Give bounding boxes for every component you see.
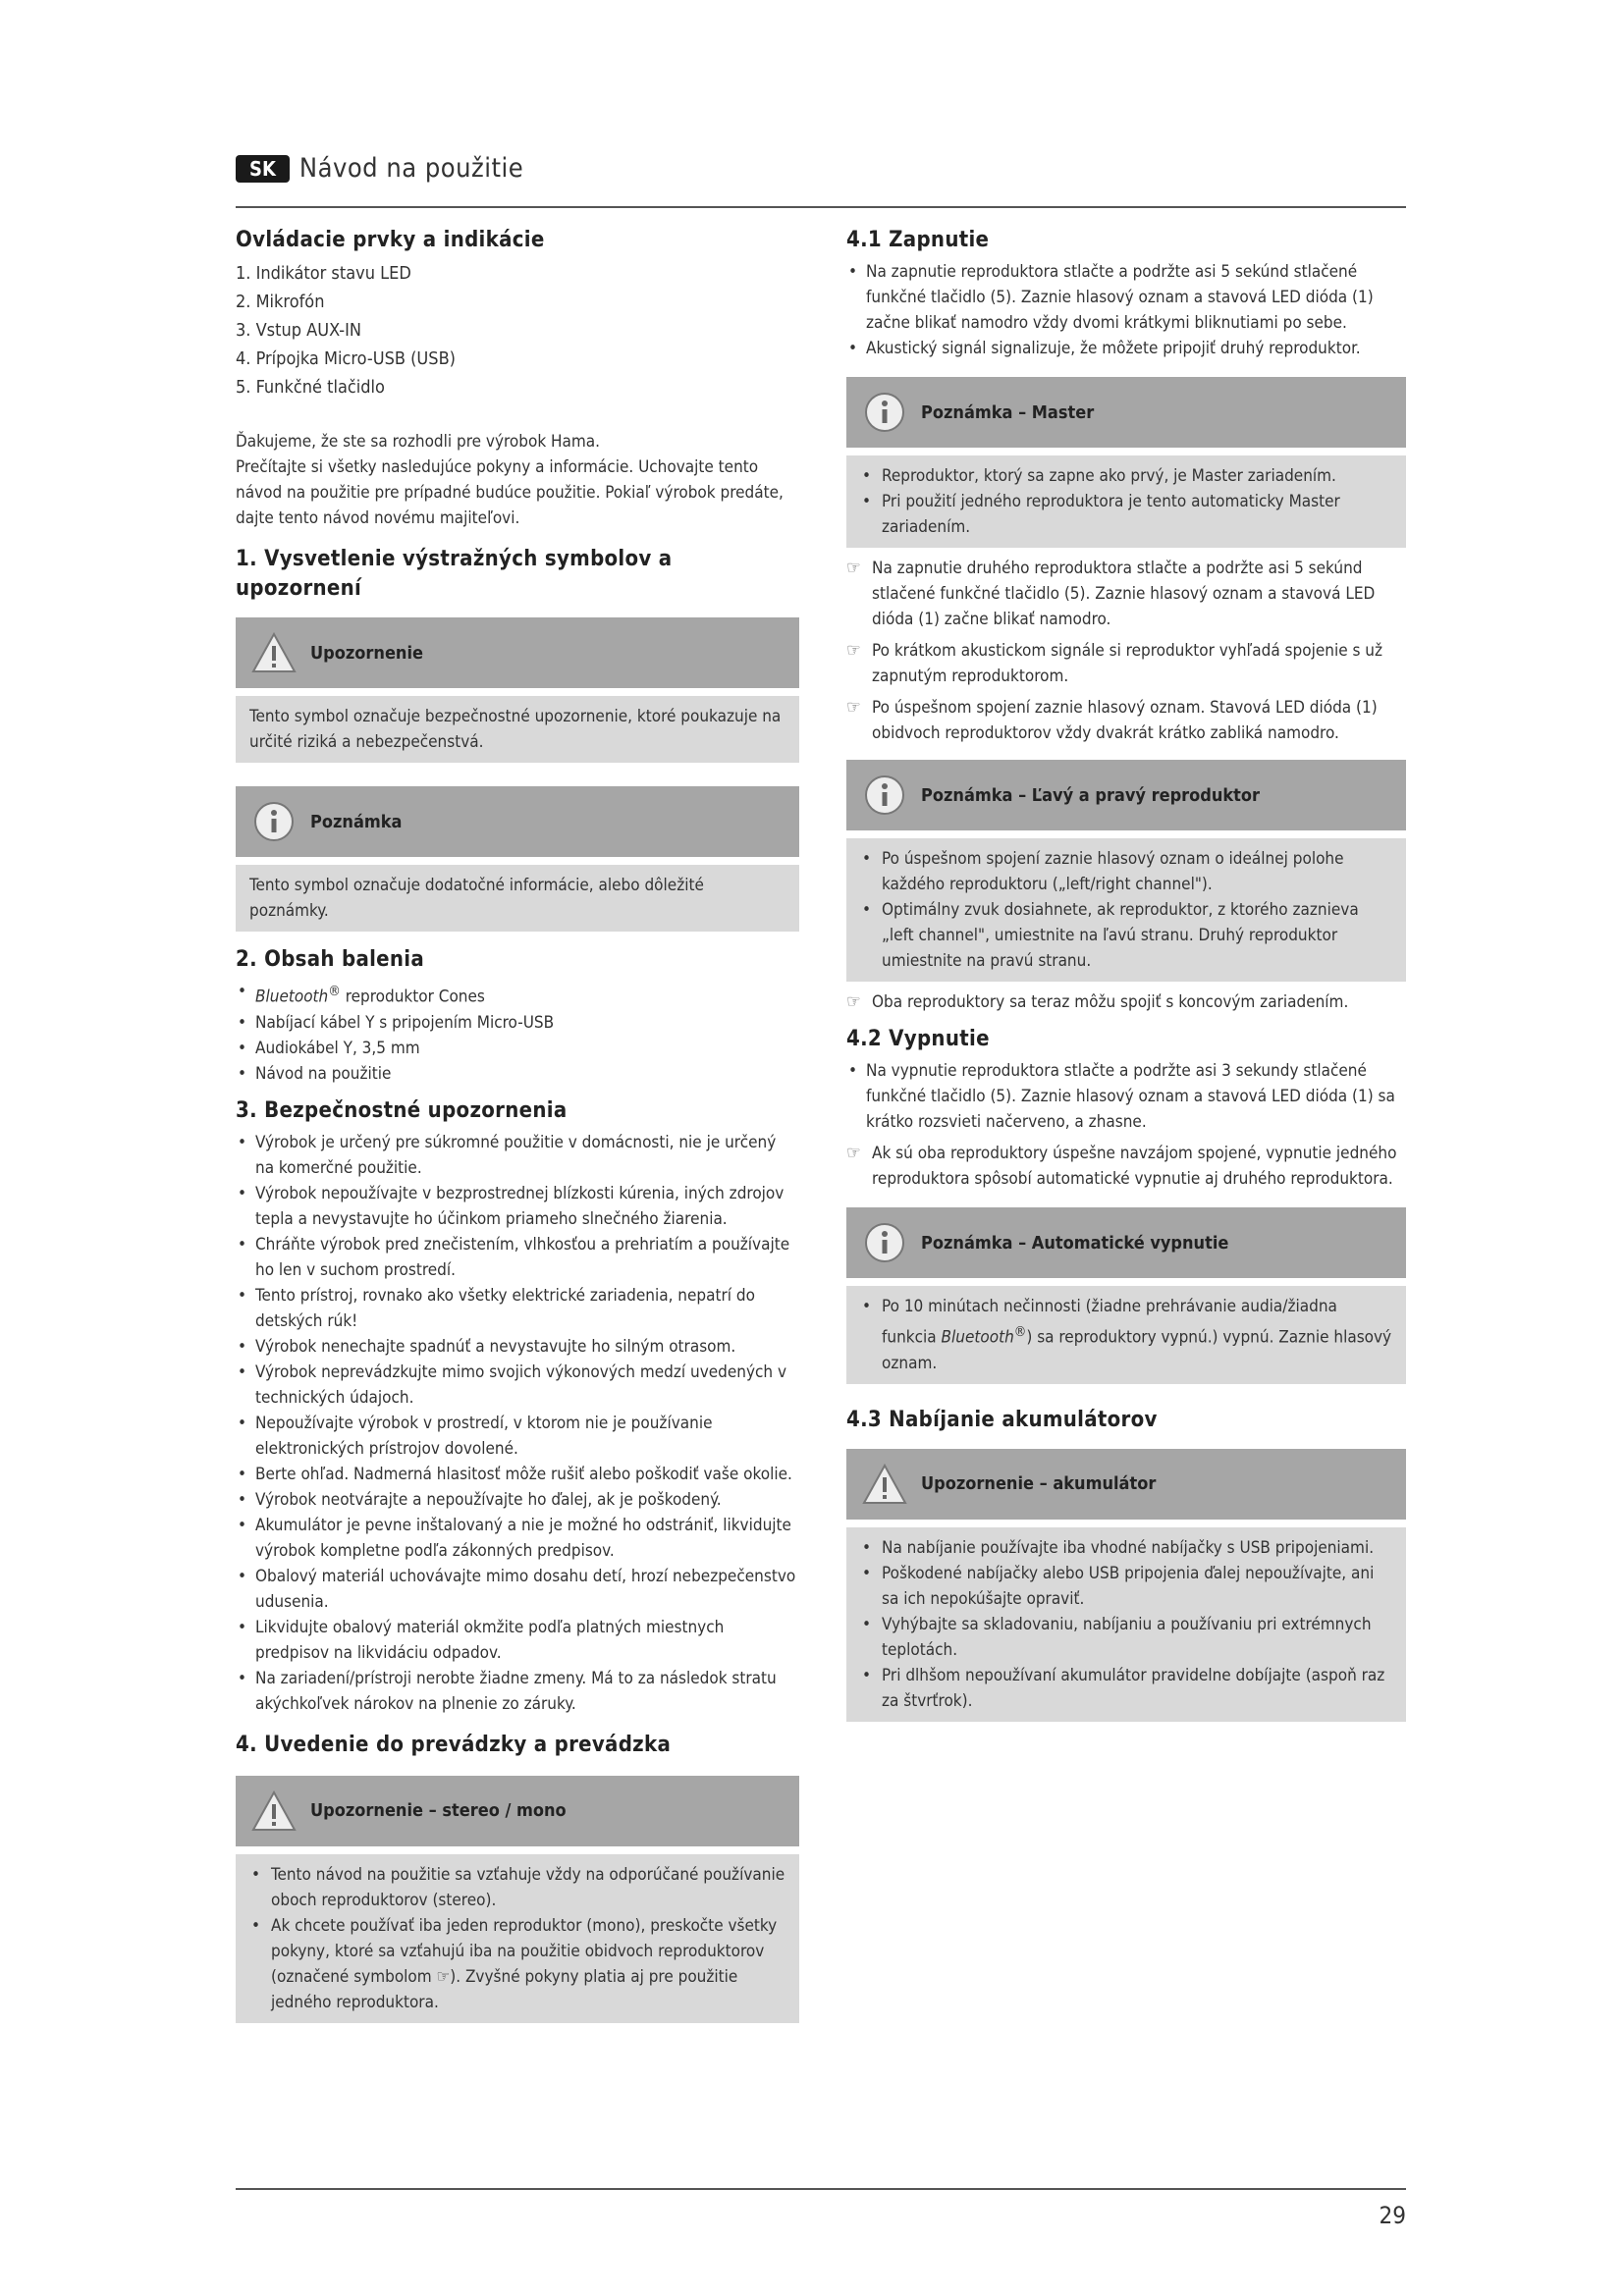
left-right-notice-header [846,760,1406,830]
master-item: • Pri použití jedného reproduktora je tento automaticky Master zariadením. [860,489,1392,540]
package-item: • Bluetooth® reproduktor Cones [236,979,799,1010]
master-notice-header [846,377,1406,448]
left-right-notice-body [846,838,1406,982]
stereo-notice-header [236,1776,799,1846]
intro-read: Prečítajte si všetky nasledujúce pokyny a informácie. Uchovajte tento návod na použitie pre prípadné budúce použitie. Pokiaľ výrobok predáte, dajte tento návod novému majiteľovi. [236,457,784,528]
safety-item: • Výrobok neprevádzkujte mimo svojich výkonových medzí uvedených v technických údajoch. [236,1360,799,1411]
hand-step: ☞ Po krátkom akustickom signále si reproduktor vyhľadá spojenie s už zapnutým reproduktorom. [846,640,1383,686]
section-3-heading: 3. Bezpečnostné upozornenia [236,1097,568,1123]
controls-item: 1. Indikátor stavu LED [236,263,411,284]
language-badge: SK [236,155,290,183]
page-header [236,153,523,184]
note-notice-header [236,786,799,857]
power-off-item: • Na vypnutie reproduktora stlačte a podržte asi 3 sekundy stlačené funkčné tlačidlo (5). Zaznie hlasový oznam a stavová LED dióda (1) sa krátko rozsvieti načerveno, a zhasne. [846,1058,1406,1135]
power-on-list [846,259,1406,361]
warning-notice-text: Tento symbol označuje bezpečnostné upozornenie, ktoré poukazuje na určité riziká a nebezpečenstvá. [236,696,799,763]
info-icon [251,799,297,844]
battery-notice-body [846,1527,1406,1722]
auto-off-item: • Po 10 minútach nečinnosti (žiadne prehrávanie audia/žiadna funkcia Bluetooth®) sa reproduktory vypnú.) vypnú. Zaznie hlasový oznam. [860,1294,1392,1376]
info-icon [862,1220,907,1265]
warning-notice [236,617,799,763]
package-item: • Nabíjací kábel Y s pripojením Micro-USB [236,1010,799,1036]
stereo-notice-label: Upozornenie – stereo / mono [310,1800,567,1822]
safety-item: • Výrobok neotvárajte a nepoužívajte ho ďalej, ak je poškodený. [236,1487,799,1513]
section-4-3-heading: 4.3 Nabíjanie akumulátorov [846,1407,1158,1432]
left-column [236,226,799,2023]
section-4-heading: 4. Uvedenie do prevádzky a prevádzka [236,1732,672,1757]
battery-item: • Pri dlhšom nepoužívaní akumulátor pravidelne dobíjajte (aspoň raz za štvrťrok). [860,1663,1392,1714]
safety-item: • Výrobok nenechajte spadnúť a nevystavujte ho silným otrasom. [236,1334,799,1360]
warning-triangle-icon [862,1462,907,1507]
controls-item: 5. Funkčné tlačidlo [236,377,385,398]
controls-item: 2. Mikrofón [236,292,325,312]
master-notice-label: Poznámka – Master [921,401,1095,423]
safety-item: • Výrobok je určený pre súkromné použitie v domácnosti, nie je určený na komerčné použitie. [236,1130,799,1181]
master-item: • Reproduktor, ktorý sa zapne ako prvý, je Master zariadením. [860,463,1392,489]
warning-triangle-icon [251,630,297,675]
left-right-notice-label: Poznámka – Ľavý a pravý reproduktor [921,784,1261,806]
left-right-item: • Optimálny zvuk dosiahnete, ak reproduktor, z ktorého zaznieva „left channel", umiestnite na ľavú stranu. Druhý reproduktor umiestnite na pravú stranu. [860,897,1392,974]
safety-list [236,1130,799,1717]
safety-item: • Akumulátor je pevne inštalovaný a nie je možné ho odstrániť, likvidujte výrobok kompletne podľa zákonných predpisov. [236,1513,799,1564]
auto-off-notice-header [846,1207,1406,1278]
battery-item: • Na nabíjanie používajte iba vhodné nabíjačky s USB pripojeniami. [860,1535,1392,1561]
note-notice-text: Tento symbol označuje dodatočné informácie, alebo dôležité poznámky. [236,865,799,932]
page-number: 29 [1379,2202,1406,2229]
power-on-item: • Na zapnutie reproduktora stlačte a podržte asi 5 sekúnd stlačené funkčné tlačidlo (5). Zaznie hlasový oznam a stavová LED dióda (1) začne blikať namodro vždy dvomi krátkymi bliknutiami po sebe. [846,259,1406,336]
hand-step: ☞ Po úspešnom spojení zaznie hlasový oznam. Stavová LED dióda (1) obidvoch reproduktorov vždy dvakrát krátko zabliká namodro. [846,697,1378,743]
package-list [236,979,799,1087]
battery-notice-header [846,1449,1406,1520]
controls-item: 4. Prípojka Micro-USB (USB) [236,348,456,369]
stereo-notice-body [236,1854,799,2023]
section-2-heading: 2. Obsah balenia [236,947,425,972]
stereo-notice [236,1776,799,2023]
power-off-list [846,1058,1406,1135]
safety-item: • Chráňte výrobok pred znečistením, vlhkosťou a prehriatím a používajte ho len v suchom prostredí. [236,1232,799,1283]
section-4-1-heading: 4.1 Zapnutie [846,228,990,252]
battery-item: • Poškodené nabíjačky alebo USB pripojenia ďalej nepoužívajte, ani sa ich nepokúšajte opraviť. [860,1561,1392,1612]
hand-pointer-icon: ☞ [846,558,861,578]
battery-notice-label: Upozornenie – akumulátor [921,1473,1157,1495]
hand-pointer-icon: ☞ [846,991,861,1012]
top-divider [236,206,1406,208]
info-icon [862,773,907,818]
package-item: • Návod na použitie [236,1061,799,1087]
page-title: Návod na použitie [298,153,524,184]
hand-pointer-icon: ☞ [846,697,861,718]
note-notice-label: Poznámka [310,811,403,832]
hand-step: ☞ Oba reproduktory sa teraz môžu spojiť s koncovým zariadením. [846,989,1406,1015]
safety-item: • Likvidujte obalový materiál okmžite podľa platných miestnych predpisov na likvidáciu odpadov. [236,1615,799,1666]
left-right-notice [846,760,1406,982]
hand-step: ☞ Na zapnutie druhého reproduktora stlačte a podržte asi 5 sekúnd stlačené funkčné tlačidlo (5). Zaznie hlasový oznam a stavová LED dióda (1) začne blikať namodro. [846,558,1376,629]
safety-item: • Tento prístroj, rovnako ako všetky elektrické zariadenia, nepatrí do detských rúk! [236,1283,799,1334]
warning-notice-header [236,617,799,688]
hand-pointer-icon: ☞ [436,1966,451,1987]
hand-pointer-icon: ☞ [846,1143,861,1163]
stereo-item: • Tento návod na použitie sa vzťahuje vždy na odporúčané používanie oboch reproduktorov (stereo). [249,1862,785,1913]
left-right-item: • Po úspešnom spojení zaznie hlasový oznam o ideálnej polohe každého reproduktoru („left/right channel"). [860,846,1392,897]
bottom-divider [236,2188,1406,2190]
info-icon [862,390,907,435]
section-1-heading: 1. Vysvetlenie výstražných symbolov a upozornení [236,547,673,601]
safety-item: • Berte ohľad. Nadmerná hlasitosť môže rušiť alebo poškodiť vaše okolie. [236,1462,799,1487]
package-item: • Audiokábel Y, 3,5 mm [236,1036,799,1061]
section-4-2-heading: 4.2 Vypnutie [846,1027,990,1051]
safety-item: • Výrobok nepoužívajte v bezprostrednej blízkosti kúrenia, iných zdrojov tepla a nevystavujte ho účinkom priameho slnečného žiarenia. [236,1181,799,1232]
battery-notice [846,1449,1406,1722]
stereo-item: • Ak chcete používať iba jeden reproduktor (mono), preskočte všetky pokyny, ktoré sa vzťahujú iba na použitie obidvoch reproduktorov (označené symbolom ☞). Zvyšné pokyny platia aj pre použitie jedného reproduktora. [249,1913,785,2015]
safety-item: • Na zariadení/prístroji nerobte žiadne zmeny. Má to za následok stratu akýchkoľvek nárokov na plnenie zo záruky. [236,1666,799,1717]
hand-step: ☞ Ak sú oba reproduktory úspešne navzájom spojené, vypnutie jedného reproduktora spôsobí automatické vypnutie aj druhého reproduktora. [846,1143,1397,1189]
power-on-item: • Akustický signál signalizuje, že môžete pripojiť druhý reproduktor. [846,336,1406,361]
right-column [846,226,1406,1722]
safety-item: • Obalový materiál uchovávajte mimo dosahu detí, hrozí nebezpečenstvo udusenia. [236,1564,799,1615]
controls-list [236,259,799,401]
warning-triangle-icon [251,1789,297,1834]
battery-item: • Vyhýbajte sa skladovaniu, nabíjaniu a používaniu pri extrémnych teplotách. [860,1612,1392,1663]
master-notice [846,377,1406,548]
controls-heading: Ovládacie prvky a indikácie [236,228,545,252]
hand-pointer-icon: ☞ [846,640,861,661]
master-notice-body [846,455,1406,548]
auto-off-notice-body [846,1286,1406,1384]
auto-off-notice-label: Poznámka – Automatické vypnutie [921,1232,1229,1254]
auto-off-notice [846,1207,1406,1384]
controls-item: 3. Vstup AUX-IN [236,320,361,341]
warning-notice-label: Upozornenie [310,642,423,664]
note-notice [236,786,799,932]
intro-thanks: Ďakujeme, že ste sa rozhodli pre výrobok Hama. [236,432,601,452]
safety-item: • Nepoužívajte výrobok v prostredí, v ktorom nie je používanie elektronických prístrojov dovolené. [236,1411,799,1462]
